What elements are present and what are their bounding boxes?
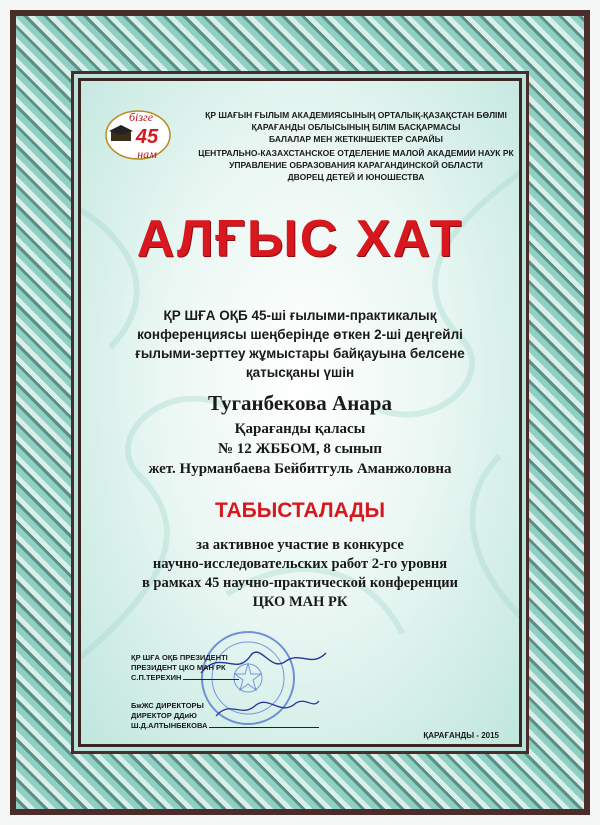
awarded-label: ТАБЫСТАЛАДЫ [214, 499, 386, 522]
reason-line: ЦКО МАН РК [252, 594, 348, 610]
header-ru-line: ЦЕНТРАЛЬНО-КАЗАХСТАНСКОЕ ОТДЕЛЕНИЕ МАЛОЙ АКАДЕМИИ НАУК РК [198, 148, 514, 158]
logo-bottom-text: нам [137, 147, 157, 161]
logo-top-text: бізге [128, 110, 154, 124]
signature-line: БжЖС ДИРЕКТОРЫ [131, 701, 204, 710]
header-ru-line: ДВОРЕЦ ДЕТЕЙ И ЮНОШЕСТВА [287, 172, 425, 182]
signature-line: ҚР ШҒА ОҚБ ПРЕЗИДЕНТІ [131, 653, 228, 662]
logo-number: 45 [135, 126, 159, 148]
signature-line: ДИРЕКТОР ДДиЮ [131, 711, 197, 720]
certificate-title: АЛҒЫС ХАТ [136, 210, 464, 268]
signature-block-president [131, 653, 239, 683]
signature-block-director [131, 701, 319, 731]
award-reason [81, 536, 519, 612]
certificate-panel [78, 78, 522, 747]
reason-line: в рамках 45 научно-практической конференции [141, 575, 459, 591]
header-russian [176, 147, 522, 183]
footer-city-year: ҚАРАҒАНДЫ - 2015 [423, 731, 499, 740]
header-ru-line: УПРАВЛЕНИЕ ОБРАЗОВАНИЯ КАРАГАНДИНСКОЙ ОБЛАСТИ [229, 160, 483, 170]
intro-line: ҚР ШҒА ОҚБ 45-ші ғылыми-практикалық [163, 308, 437, 323]
intro-line: ғылыми-зерттеу жұмыстары байқауына белсене [135, 346, 465, 361]
intro-line: қатысқаны үшін [245, 365, 355, 380]
signature-rule [209, 727, 319, 728]
recipient-detail-line: Қарағанды қаласы [234, 421, 366, 437]
academy-logo [103, 105, 173, 163]
recipient-detail-line: жет. Нурманбаева Бейбитгуль Аманжоловна [148, 461, 452, 477]
header-kazakh [176, 109, 522, 145]
reason-line: за активное участие в конкурсе [196, 537, 404, 553]
ornamental-border [10, 10, 590, 815]
recipient-name: Туганбекова Анара [208, 391, 392, 415]
header-kz-line: ҚАРАҒАНДЫ ОБЛЫСЫНЫҢ БІЛІМ БАСҚАРМАСЫ [251, 122, 461, 132]
recipient-details [81, 419, 519, 479]
signatory-name: С.П.ТЕРЕХИН [131, 673, 182, 682]
signatory-name: Ш.Д.АЛТЫНБЕКОВА [131, 721, 208, 730]
intro-line: конференциясы шеңберінде өткен 2-ші деңгейлі [137, 327, 463, 342]
header-kz-line: ҚР ШАҒЫН ҒЫЛЫМ АКАДЕМИЯСЫНЫҢ ОРТАЛЫҚ-ҚАЗАҚСТАН БӨЛІМІ [205, 110, 507, 120]
signature-rule [183, 679, 239, 680]
reason-line: научно-исследовательских работ 2-го уровня [152, 556, 448, 572]
recipient-detail-line: № 12 ЖББОМ, 8 сынып [217, 441, 383, 457]
header-kz-line: БАЛАЛАР МЕН ЖЕТКІНШЕКТЕР САРАЙЫ [269, 134, 443, 144]
intro-text [101, 306, 499, 382]
signature-line: ПРЕЗИДЕНТ ЦКО МАН РК [131, 663, 226, 672]
